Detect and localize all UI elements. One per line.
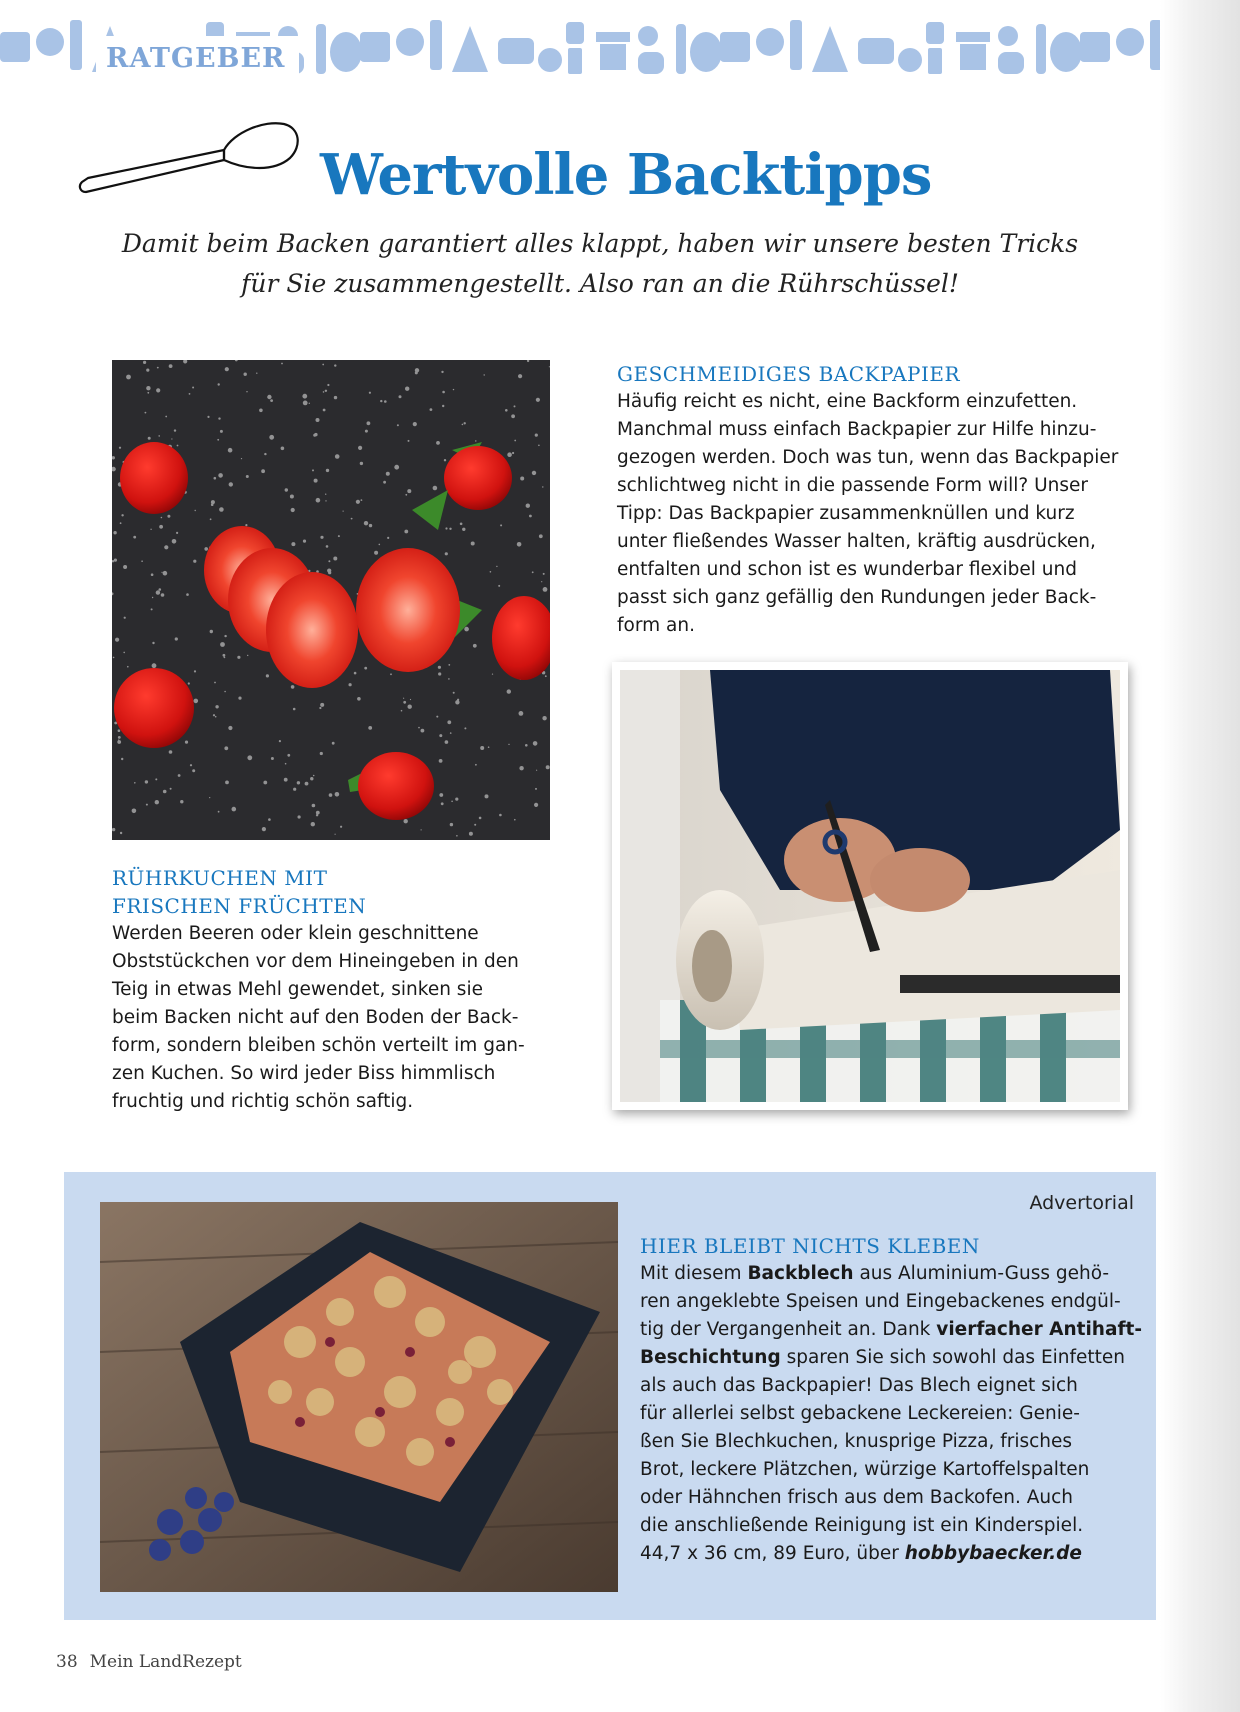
text-line	[640, 1400, 1150, 1428]
tip-backpapier-heading: GESCHMEIDIGES BACKPAPIER	[617, 362, 961, 386]
text-line	[640, 1428, 1150, 1456]
text-run: Brot, leckere Plätzchen, würzige Kartoffelspalten	[640, 1459, 1090, 1480]
magazine-name: Mein LandRezept	[89, 1652, 242, 1672]
text-run: für allerlei selbst gebackene Leckereien: Genie-	[640, 1403, 1080, 1424]
baking-tray-photo	[100, 1202, 618, 1592]
text-line: Häufig reicht es nicht, eine Backform einzufetten.	[617, 391, 1078, 412]
text-run: sparen Sie sich sowohl das Einfetten	[780, 1347, 1126, 1368]
text-line	[640, 1456, 1150, 1484]
text-line: entfalten und schon ist es wunderbar flexibel und	[617, 559, 1077, 580]
baking-paper-photo	[612, 662, 1128, 1110]
text-run: tig der Vergangenheit an. Dank	[640, 1319, 937, 1340]
tip-backpapier-body	[617, 388, 1137, 640]
text-line: zen Kuchen. So wird jeder Biss himmlisch	[112, 1063, 496, 1084]
text-run: oder Hähnchen frisch aus dem Backofen. Auch	[640, 1487, 1074, 1508]
section-label: RATGEBER	[96, 36, 299, 82]
text-line: passt sich ganz gefällig den Rundungen jeder Back-	[617, 587, 1097, 608]
text-line: schlichtweg nicht in die passende Form will? Unser	[617, 475, 1088, 496]
text-line	[640, 1372, 1150, 1400]
text-run: Backblech	[747, 1263, 854, 1284]
text-run: 44,7 x 36 cm, 89 Euro, über	[640, 1543, 905, 1564]
text-run: Mit diesem	[640, 1263, 748, 1284]
advertorial-heading: HIER BLEIBT NICHTS KLEBEN	[640, 1234, 980, 1258]
advertorial-label: Advertorial	[1029, 1192, 1134, 1214]
text-line	[640, 1288, 1150, 1316]
intro-line-1: Damit beim Backen garantiert alles klappt, haben wir unsere besten Tricks	[121, 229, 1079, 258]
intro-line-2: für Sie zusammengestellt. Also ran an die Rührschüssel!	[241, 269, 959, 298]
text-line: form, sondern bleiben schön verteilt im gan-	[112, 1035, 525, 1056]
text-line: form an.	[617, 615, 695, 636]
text-run: als auch das Backpapier! Das Blech eignet sich	[640, 1375, 1078, 1396]
text-run: ßen Sie Blechkuchen, knusprige Pizza, frisches	[640, 1431, 1073, 1452]
text-line: Manchmal muss einfach Backpapier zur Hilfe hinzu-	[617, 419, 1097, 440]
text-line	[640, 1512, 1150, 1540]
text-line: gezogen werden. Doch was tun, wenn das Backpapier	[617, 447, 1119, 468]
spatula-icon	[74, 120, 304, 210]
heading-line-1: RÜHRKUCHEN MIT	[112, 866, 328, 890]
text-run: ren angeklebte Speisen und Eingebackenes endgül-	[640, 1291, 1121, 1312]
page-title: Wertvolle Backtipps	[320, 142, 932, 208]
text-line: fruchtig und richtig schön saftig.	[112, 1091, 414, 1112]
text-run: Beschichtung	[640, 1347, 781, 1368]
text-run: vierfacher Antihaft-	[936, 1319, 1143, 1340]
text-line: Teig in etwas Mehl gewendet, sinken sie	[112, 979, 483, 1000]
text-line	[640, 1484, 1150, 1512]
text-line: beim Backen nicht auf den Boden der Back-	[112, 1007, 519, 1028]
text-run: die anschließende Reinigung ist ein Kinderspiel.	[640, 1515, 1084, 1536]
tip-ruehrkuchen-body	[112, 920, 572, 1116]
text-line	[640, 1540, 1150, 1568]
text-line: Obststückchen vor dem Hineingeben in den	[112, 951, 519, 972]
tip-ruehrkuchen-heading	[112, 864, 572, 920]
text-line	[640, 1316, 1150, 1344]
tip-backpapier	[617, 360, 1137, 640]
page-footer	[56, 1652, 254, 1672]
text-line	[640, 1260, 1150, 1288]
page-number: 38	[56, 1652, 78, 1672]
text-run: aus Aluminium-Guss gehö-	[853, 1263, 1110, 1284]
text-line	[640, 1344, 1150, 1372]
strawberries-photo	[112, 360, 550, 840]
page-gutter-shadow	[1160, 0, 1240, 1712]
heading-line-2: FRISCHEN FRÜCHTEN	[112, 894, 367, 918]
advertorial-text	[640, 1232, 1150, 1568]
header-band	[0, 12, 1160, 90]
text-run: hobbybaecker.de	[904, 1543, 1082, 1564]
tip-ruehrkuchen	[112, 864, 572, 1116]
text-line: Werden Beeren oder klein geschnittene	[112, 923, 479, 944]
text-line: Tipp: Das Backpapier zusammenknüllen und kurz	[617, 503, 1075, 524]
advertorial-body	[640, 1260, 1150, 1568]
intro-text	[100, 224, 1100, 304]
text-line: unter fließendes Wasser halten, kräftig ausdrücken,	[617, 531, 1096, 552]
